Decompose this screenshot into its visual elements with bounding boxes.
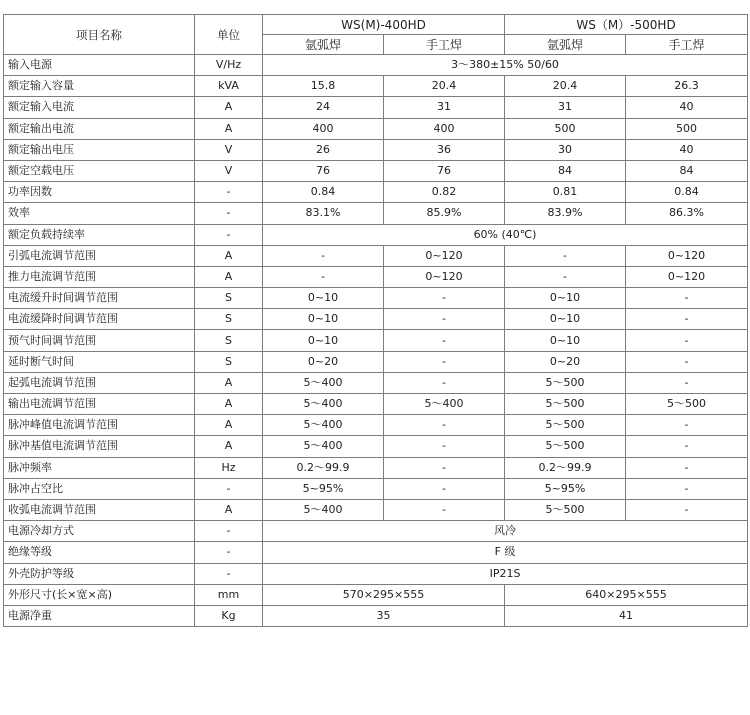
- spec-unit-cell: S: [195, 309, 263, 330]
- spec-value-cell: 0.81: [505, 182, 626, 203]
- spec-name-cell: 绝缘等级: [4, 542, 195, 563]
- spec-value-cell: -: [626, 351, 748, 372]
- table-row: [4, 584, 748, 605]
- spec-unit-cell: Kg: [195, 605, 263, 626]
- table-row: [4, 521, 748, 542]
- spec-name-cell: 电源冷却方式: [4, 521, 195, 542]
- spec-name-cell: 电流缓降时间调节范围: [4, 309, 195, 330]
- spec-value-cell: 76: [384, 160, 505, 181]
- spec-value-cell: 5～500: [505, 499, 626, 520]
- spec-value-cell: -: [626, 372, 748, 393]
- spec-value-cell: 0~20: [505, 351, 626, 372]
- spec-unit-cell: A: [195, 499, 263, 520]
- header-item-name: 项目名称: [4, 15, 195, 55]
- spec-value-cell: -: [384, 478, 505, 499]
- spec-value-cell: 0.2～99.9: [505, 457, 626, 478]
- spec-value-cell: 26.3: [626, 76, 748, 97]
- spec-value-cell: 0~10: [263, 330, 384, 351]
- spec-value-cell: 0~120: [626, 266, 748, 287]
- spec-name-cell: 预气时间调节范围: [4, 330, 195, 351]
- spec-value-cell-400hd: 35: [263, 605, 505, 626]
- spec-value-cell: -: [626, 478, 748, 499]
- spec-value-cell-400hd: 570×295×555: [263, 584, 505, 605]
- spec-value-cell: 5～400: [384, 394, 505, 415]
- spec-value-cell: -: [384, 436, 505, 457]
- spec-unit-cell: -: [195, 521, 263, 542]
- spec-merged-value-cell: F 级: [263, 542, 748, 563]
- spec-value-cell: 5~95%: [505, 478, 626, 499]
- spec-unit-cell: A: [195, 266, 263, 287]
- spec-unit-cell: kVA: [195, 76, 263, 97]
- table-row: [4, 97, 748, 118]
- spec-unit-cell: -: [195, 478, 263, 499]
- spec-value-cell: -: [626, 309, 748, 330]
- spec-unit-cell: mm: [195, 584, 263, 605]
- spec-value-cell: 24: [263, 97, 384, 118]
- spec-merged-value-cell: 60% (40℃): [263, 224, 748, 245]
- spec-name-cell: 输入电源: [4, 55, 195, 76]
- spec-value-cell: -: [263, 266, 384, 287]
- spec-name-cell: 电流缓升时间调节范围: [4, 288, 195, 309]
- table-row: [4, 245, 748, 266]
- header-unit: 单位: [195, 15, 263, 55]
- spec-value-cell: 84: [626, 160, 748, 181]
- spec-name-cell: 额定输入容量: [4, 76, 195, 97]
- table-row: [4, 394, 748, 415]
- spec-unit-cell: V: [195, 160, 263, 181]
- table-row: [4, 436, 748, 457]
- spec-unit-cell: A: [195, 372, 263, 393]
- spec-name-cell: 额定负载持续率: [4, 224, 195, 245]
- spec-value-cell: -: [626, 330, 748, 351]
- spec-value-cell: -: [384, 372, 505, 393]
- spec-value-cell: 83.1%: [263, 203, 384, 224]
- spec-unit-cell: A: [195, 245, 263, 266]
- spec-value-cell: 30: [505, 139, 626, 160]
- spec-unit-cell: S: [195, 351, 263, 372]
- spec-value-cell: 0.84: [263, 182, 384, 203]
- spec-value-cell: 86.3%: [626, 203, 748, 224]
- header-mode-500-tig: 氩弧焊: [505, 35, 626, 55]
- spec-name-cell: 脉冲占空比: [4, 478, 195, 499]
- spec-name-cell: 电源净重: [4, 605, 195, 626]
- spec-value-cell: -: [384, 457, 505, 478]
- spec-name-cell: 外形尺寸(长×宽×高): [4, 584, 195, 605]
- table-row: [4, 288, 748, 309]
- spec-value-cell: -: [626, 288, 748, 309]
- spec-name-cell: 额定输入电流: [4, 97, 195, 118]
- table-row: [4, 55, 748, 76]
- spec-value-cell: -: [626, 457, 748, 478]
- spec-unit-cell: S: [195, 288, 263, 309]
- spec-value-cell: 5～400: [263, 436, 384, 457]
- spec-table: [3, 14, 748, 627]
- table-row: [4, 415, 748, 436]
- spec-value-cell: 0~120: [384, 245, 505, 266]
- spec-value-cell: 0~20: [263, 351, 384, 372]
- spec-value-cell: 0~10: [505, 330, 626, 351]
- spec-name-cell: 脉冲基值电流调节范围: [4, 436, 195, 457]
- spec-value-cell: 5～500: [505, 436, 626, 457]
- spec-value-cell: 0~10: [263, 288, 384, 309]
- spec-value-cell: 26: [263, 139, 384, 160]
- spec-name-cell: 额定输出电压: [4, 139, 195, 160]
- spec-value-cell: 20.4: [384, 76, 505, 97]
- table-row: [4, 224, 748, 245]
- spec-name-cell: 收弧电流调节范围: [4, 499, 195, 520]
- spec-value-cell: 85.9%: [384, 203, 505, 224]
- spec-value-cell: -: [626, 436, 748, 457]
- spec-value-cell: -: [505, 266, 626, 287]
- spec-value-cell: -: [384, 351, 505, 372]
- spec-value-cell: 0~10: [505, 288, 626, 309]
- spec-unit-cell: S: [195, 330, 263, 351]
- spec-value-cell: 0~120: [384, 266, 505, 287]
- spec-value-cell: 500: [626, 118, 748, 139]
- spec-unit-cell: A: [195, 97, 263, 118]
- spec-merged-value-cell: 3～380±15% 50/60: [263, 55, 748, 76]
- table-row: [4, 563, 748, 584]
- spec-value-cell: 15.8: [263, 76, 384, 97]
- spec-value-cell: 5～500: [626, 394, 748, 415]
- spec-unit-cell: -: [195, 542, 263, 563]
- header-mode-500-mma: 手工焊: [626, 35, 748, 55]
- spec-value-cell-500hd: 41: [505, 605, 748, 626]
- spec-value-cell: 0.2～99.9: [263, 457, 384, 478]
- spec-value-cell: -: [384, 309, 505, 330]
- spec-value-cell: 40: [626, 97, 748, 118]
- spec-value-cell: 500: [505, 118, 626, 139]
- spec-value-cell: -: [384, 288, 505, 309]
- spec-value-cell: 40: [626, 139, 748, 160]
- spec-name-cell: 额定输出电流: [4, 118, 195, 139]
- spec-name-cell: 功率因数: [4, 182, 195, 203]
- spec-value-cell: -: [384, 415, 505, 436]
- spec-name-cell: 输出电流调节范围: [4, 394, 195, 415]
- header-mode-400-tig: 氩弧焊: [263, 35, 384, 55]
- table-row: [4, 160, 748, 181]
- spec-value-cell: -: [384, 330, 505, 351]
- spec-value-cell: 5~95%: [263, 478, 384, 499]
- spec-body: [4, 55, 748, 627]
- table-row: [4, 351, 748, 372]
- spec-unit-cell: V/Hz: [195, 55, 263, 76]
- spec-name-cell: 起弧电流调节范围: [4, 372, 195, 393]
- spec-value-cell: 5～500: [505, 415, 626, 436]
- spec-value-cell: -: [263, 245, 384, 266]
- spec-value-cell: -: [626, 499, 748, 520]
- spec-value-cell: 83.9%: [505, 203, 626, 224]
- spec-value-cell: 0~10: [505, 309, 626, 330]
- spec-unit-cell: A: [195, 415, 263, 436]
- spec-value-cell: -: [505, 245, 626, 266]
- header-model-400hd: WS(M)-400HD: [263, 15, 505, 35]
- spec-value-cell: 0.82: [384, 182, 505, 203]
- table-row: [4, 118, 748, 139]
- spec-unit-cell: -: [195, 182, 263, 203]
- spec-name-cell: 额定空载电压: [4, 160, 195, 181]
- spec-value-cell: 31: [505, 97, 626, 118]
- table-row: [4, 182, 748, 203]
- spec-value-cell: -: [626, 415, 748, 436]
- spec-value-cell: 5～400: [263, 394, 384, 415]
- spec-name-cell: 外壳防护等级: [4, 563, 195, 584]
- spec-value-cell: 5～500: [505, 394, 626, 415]
- spec-merged-value-cell: 风冷: [263, 521, 748, 542]
- spec-value-cell: 0~120: [626, 245, 748, 266]
- spec-name-cell: 脉冲峰值电流调节范围: [4, 415, 195, 436]
- spec-value-cell: 20.4: [505, 76, 626, 97]
- header-mode-400-mma: 手工焊: [384, 35, 505, 55]
- spec-unit-cell: Hz: [195, 457, 263, 478]
- spec-value-cell: 5～500: [505, 372, 626, 393]
- table-row: [4, 76, 748, 97]
- table-row: [4, 139, 748, 160]
- table-row: [4, 309, 748, 330]
- spec-value-cell: 5～400: [263, 499, 384, 520]
- table-row: [4, 478, 748, 499]
- spec-sheet: [3, 14, 747, 627]
- table-row: [4, 499, 748, 520]
- table-row: [4, 203, 748, 224]
- spec-value-cell: 5～400: [263, 415, 384, 436]
- spec-value-cell: 400: [384, 118, 505, 139]
- header-model-500hd: WS（M）-500HD: [505, 15, 748, 35]
- spec-unit-cell: -: [195, 563, 263, 584]
- spec-value-cell: -: [384, 499, 505, 520]
- spec-unit-cell: A: [195, 436, 263, 457]
- spec-value-cell: 0~10: [263, 309, 384, 330]
- spec-unit-cell: V: [195, 139, 263, 160]
- spec-name-cell: 脉冲频率: [4, 457, 195, 478]
- spec-value-cell: 76: [263, 160, 384, 181]
- spec-value-cell: 400: [263, 118, 384, 139]
- table-row: [4, 542, 748, 563]
- header-row-models: [4, 15, 748, 35]
- spec-value-cell: 84: [505, 160, 626, 181]
- table-row: [4, 266, 748, 287]
- spec-merged-value-cell: IP21S: [263, 563, 748, 584]
- spec-value-cell: 5～400: [263, 372, 384, 393]
- spec-name-cell: 效率: [4, 203, 195, 224]
- spec-value-cell: 0.84: [626, 182, 748, 203]
- spec-name-cell: 引弧电流调节范围: [4, 245, 195, 266]
- spec-name-cell: 推力电流调节范围: [4, 266, 195, 287]
- spec-value-cell-500hd: 640×295×555: [505, 584, 748, 605]
- table-row: [4, 605, 748, 626]
- table-row: [4, 457, 748, 478]
- spec-unit-cell: A: [195, 394, 263, 415]
- spec-value-cell: 36: [384, 139, 505, 160]
- spec-unit-cell: -: [195, 224, 263, 245]
- spec-name-cell: 延时断气时间: [4, 351, 195, 372]
- spec-unit-cell: A: [195, 118, 263, 139]
- spec-value-cell: 31: [384, 97, 505, 118]
- spec-unit-cell: -: [195, 203, 263, 224]
- table-row: [4, 372, 748, 393]
- table-row: [4, 330, 748, 351]
